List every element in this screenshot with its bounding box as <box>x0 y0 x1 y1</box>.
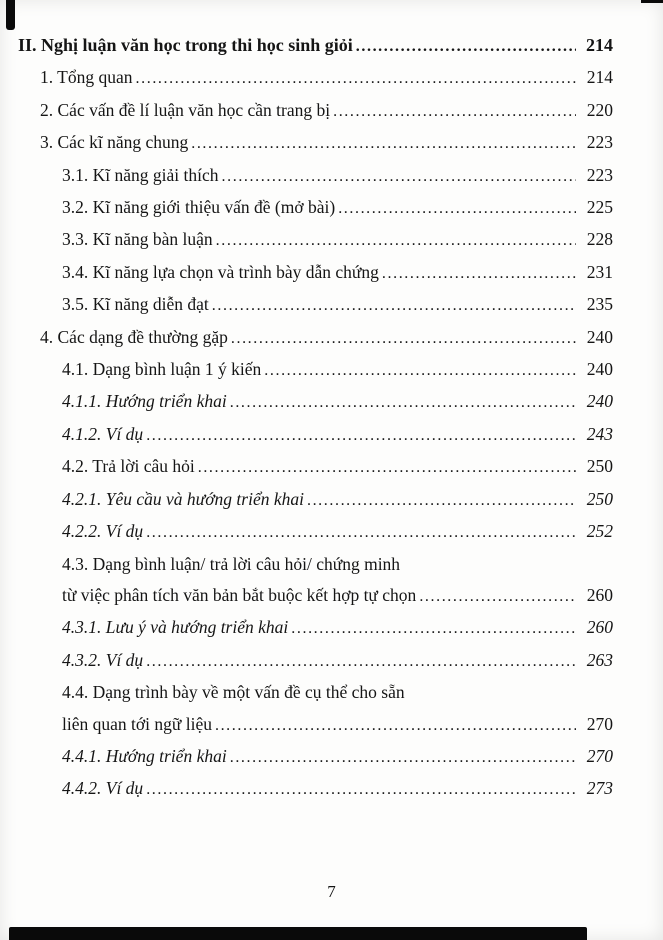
toc-entry-page: 240 <box>586 391 613 412</box>
dot-leader <box>356 30 576 62</box>
toc-entry-text: 3.5. Kĩ năng diễn đạt <box>62 294 209 315</box>
toc-entry-text: 4.2. Trả lời câu hỏi <box>62 456 195 477</box>
dot-leader <box>230 386 576 418</box>
toc-entry <box>18 612 613 644</box>
toc-entry <box>18 289 613 321</box>
toc-entry-text: 3.1. Kĩ năng giải thích <box>62 164 219 185</box>
toc-entry <box>18 322 613 354</box>
dot-leader <box>191 127 576 159</box>
dot-leader <box>146 516 576 548</box>
dot-leader <box>264 354 576 386</box>
toc-entry-text: 4.1.1. Hướng triển khai <box>62 391 227 412</box>
toc-entry-text: 4.3.2. Ví dụ <box>62 649 144 670</box>
toc-entry-text: 1. Tổng quan <box>40 67 133 88</box>
toc-entry <box>18 160 613 192</box>
dot-leader <box>307 484 576 516</box>
toc-entry <box>18 451 613 483</box>
toc-entry-page: 260 <box>586 584 613 605</box>
toc-entry-page: 270 <box>586 745 613 766</box>
dot-leader <box>212 289 576 321</box>
toc-entry-text: 4.1. Dạng bình luận 1 ý kiến <box>62 359 262 380</box>
toc-entry <box>18 645 613 677</box>
toc-entry <box>18 192 613 224</box>
toc-entry-page: 225 <box>586 197 613 218</box>
dot-leader <box>215 709 576 741</box>
toc-entry-page: 214 <box>586 67 613 88</box>
toc-entry-text: 4.3.1. Lưu ý và hướng triển khai <box>62 617 289 638</box>
toc-entry-page: 214 <box>586 35 613 55</box>
toc-entry <box>18 62 613 94</box>
toc-entry-text: 4.4.1. Hướng triển khai <box>62 745 227 766</box>
toc-entry <box>18 741 613 773</box>
toc-entry-page: 250 <box>586 456 613 477</box>
dot-leader <box>338 192 576 224</box>
toc-entry <box>18 580 613 612</box>
dot-leader <box>198 451 576 483</box>
toc-entry-page: 263 <box>586 649 613 670</box>
dot-leader <box>146 773 576 805</box>
toc-entry <box>18 419 613 451</box>
dot-leader <box>146 419 576 451</box>
dot-leader <box>231 322 576 354</box>
toc-entry-text: 4. Các dạng đề thường gặp <box>40 326 228 347</box>
toc-entry-page: 231 <box>586 261 613 282</box>
scan-artifact-top-right <box>641 0 663 3</box>
page-number: 7 <box>327 882 336 901</box>
toc-entry-page: 223 <box>586 132 613 153</box>
toc-entry-page: 223 <box>586 164 613 185</box>
toc-entry-text: 4.3. Dạng bình luận/ trả lời câu hỏi/ chứng minh <box>62 553 401 574</box>
dot-leader <box>333 95 576 127</box>
toc-entry-text: 2. Các vấn đề lí luận văn học cần trang bị <box>40 99 331 120</box>
toc-entry-page: 240 <box>586 359 613 380</box>
toc-entry-text: 3.2. Kĩ năng giới thiệu vấn đề (mở bài) <box>62 197 336 218</box>
toc-entry <box>18 224 613 256</box>
toc-entry-page: 220 <box>586 99 613 120</box>
dot-leader <box>136 62 576 94</box>
toc-entry-page: 250 <box>586 488 613 509</box>
toc-entry-text: 4.1.2. Ví dụ <box>62 423 144 444</box>
toc-entry <box>18 773 613 805</box>
toc-entry <box>18 95 613 127</box>
toc-entry-text: 3.4. Kĩ năng lựa chọn và trình bày dẫn chứng <box>62 261 379 282</box>
dot-leader <box>146 645 576 677</box>
dot-leader <box>291 612 576 644</box>
toc-entry <box>18 257 613 289</box>
toc-entry-text: 4.4. Dạng trình bày về một vấn đề cụ thể cho sẵn <box>62 682 405 703</box>
toc-entry <box>18 386 613 418</box>
toc-entry-page: 235 <box>586 294 613 315</box>
dot-leader <box>222 160 576 192</box>
toc-entry <box>18 127 613 159</box>
toc-entry-page: 270 <box>586 713 613 734</box>
toc-entry-text: 4.4.2. Ví dụ <box>62 778 144 799</box>
toc-entry-text: II. Nghị luận văn học trong thi học sinh giỏi <box>18 35 353 55</box>
toc-entry-page: 240 <box>586 326 613 347</box>
toc-entry-text: 4.2.1. Yêu cầu và hướng triển khai <box>62 488 304 509</box>
toc-list <box>18 30 613 806</box>
toc-entry-text: 3. Các kĩ năng chung <box>40 132 189 153</box>
toc-entry <box>18 549 613 580</box>
toc-entry-page: 260 <box>586 617 613 638</box>
toc-entry-text: liên quan tới ngữ liệu <box>62 713 212 734</box>
toc-entry-page: 243 <box>586 423 613 444</box>
toc-entry <box>18 677 613 708</box>
toc-entry <box>18 30 613 62</box>
scan-artifact-top-left <box>6 0 15 30</box>
dot-leader <box>230 741 576 773</box>
toc-entry-text: 3.3. Kĩ năng bàn luận <box>62 229 213 250</box>
dot-leader <box>382 257 576 289</box>
toc-entry-text: từ việc phân tích văn bản bắt buộc kết hợp tự chọn <box>62 584 417 605</box>
dot-leader <box>216 224 576 256</box>
dot-leader <box>419 580 576 612</box>
toc-entry <box>18 354 613 386</box>
scan-artifact-bottom <box>9 927 587 940</box>
toc-entry-page: 252 <box>586 521 613 542</box>
toc-entry <box>18 484 613 516</box>
toc-entry-page: 273 <box>586 778 613 799</box>
toc-entry-page: 228 <box>586 229 613 250</box>
toc-entry-text: 4.2.2. Ví dụ <box>62 521 144 542</box>
toc-entry <box>18 516 613 548</box>
toc-entry <box>18 709 613 741</box>
